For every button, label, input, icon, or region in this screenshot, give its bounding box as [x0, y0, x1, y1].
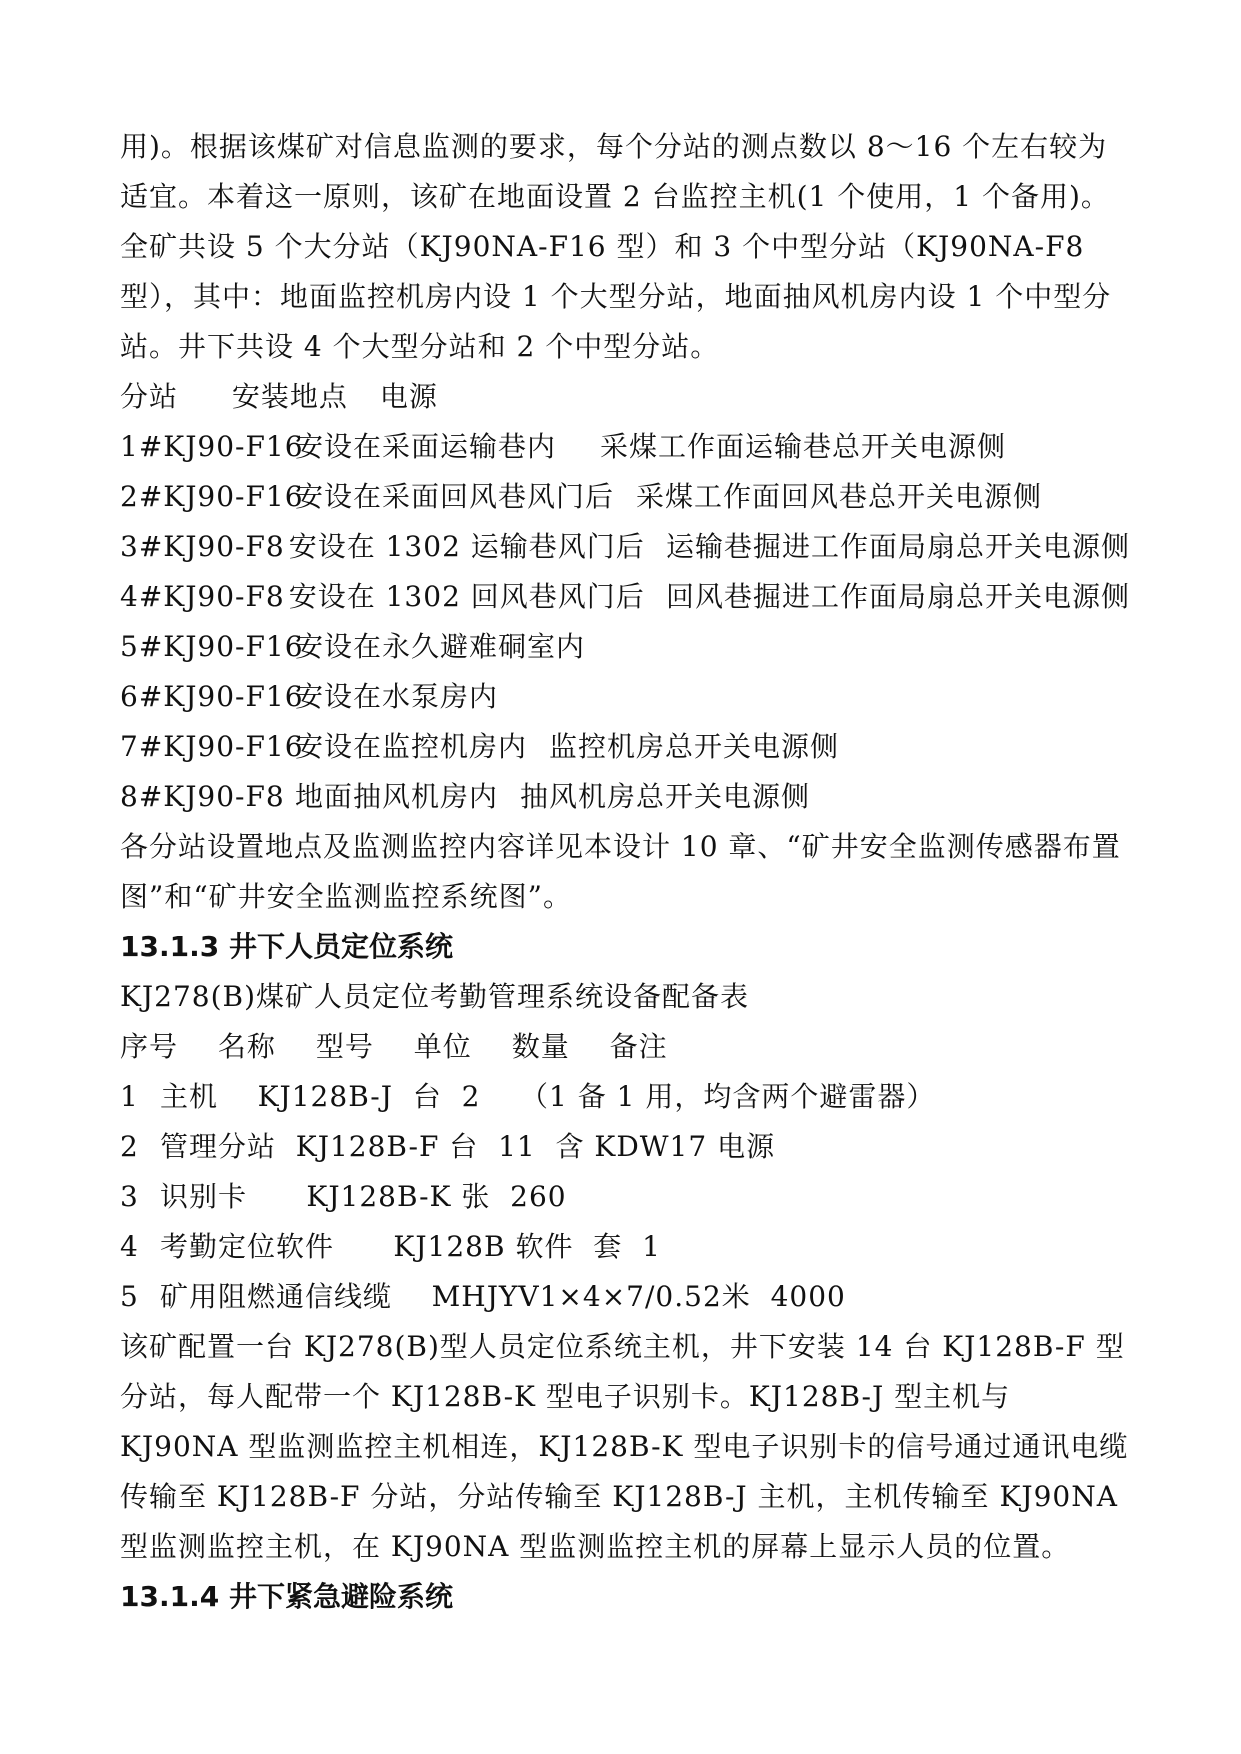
substation-power: 抽风机房总开关电源侧	[520, 780, 811, 813]
substation-id: 7#KJ90-F16	[120, 730, 304, 763]
paragraph-monitoring-intro: 用)。根据该煤矿对信息监测的要求，每个分站的测点数以 8～16 个左右较为适宜。本着这一原则，该矿在地面设置 2 台监控主机(1 个使用，1 个备用)。全矿共设 5 个大分站（KJ90NA-F16 型）和 3 个中型分站（KJ90NA-F8 型），其中：地面监控机房内设 1 个大型分站，地面抽风机房内设 1 个中型分站。井下共设 4 个大型分站和 2 个中型分站。	[120, 130, 1112, 363]
substation-location: 安设在 1302 回风巷风门后	[288, 580, 645, 613]
equipment-row	[120, 1172, 1130, 1222]
substation-power: 采煤工作面回风巷总开关电源侧	[636, 480, 1043, 513]
section-heading-13-1-4: 13.1.4 井下紧急避险系统	[120, 1580, 453, 1613]
substation-id: 3#KJ90-F8	[120, 530, 285, 563]
equipment-table-header	[120, 1022, 1130, 1072]
substation-location: 安设在监控机房内	[295, 730, 528, 763]
substation-row	[120, 572, 1130, 622]
header-unit: 单位	[413, 1030, 472, 1063]
substation-location: 安设在水泵房内	[295, 680, 499, 713]
header-name: 名称	[217, 1030, 276, 1063]
equipment-number: 1	[120, 1080, 139, 1113]
substation-table-header	[120, 372, 1130, 422]
substation-row	[120, 472, 1130, 522]
substation-power: 回风巷掘进工作面局扇总开关电源侧	[665, 580, 1130, 613]
substation-id: 2#KJ90-F16	[120, 480, 304, 513]
header-model: 型号	[315, 1030, 374, 1063]
equipment-row	[120, 1072, 1130, 1122]
section-heading-13-1-3: 13.1.3 井下人员定位系统	[120, 930, 453, 963]
substation-row	[120, 672, 1130, 722]
substation-id: 8#KJ90-F8	[120, 780, 285, 813]
equipment-row	[120, 1222, 1130, 1272]
equipment-row	[120, 1272, 1130, 1322]
equipment-details: 考勤定位软件 KJ128B 软件 套 1	[160, 1230, 661, 1263]
substation-row	[120, 622, 1130, 672]
equipment-number: 4	[120, 1230, 139, 1263]
equipment-row	[120, 1122, 1130, 1172]
substation-id: 5#KJ90-F16	[120, 630, 304, 663]
substation-id: 4#KJ90-F8	[120, 580, 285, 613]
paragraph-substation-reference: 各分站设置地点及监测监控内容详见本设计 10 章、“矿井安全监测传感器布置图”和“矿井安全监测监控系统图”。	[120, 830, 1121, 913]
header-remarks: 备注	[609, 1030, 668, 1063]
header-number: 序号	[120, 1030, 179, 1063]
substation-location: 安设在 1302 运输巷风门后	[288, 530, 645, 563]
equipment-number: 2	[120, 1130, 139, 1163]
header-quantity: 数量	[511, 1030, 570, 1063]
substation-id: 1#KJ90-F16	[120, 430, 304, 463]
page-content	[120, 122, 1130, 1622]
substation-row	[120, 522, 1130, 572]
substation-power: 监控机房总开关电源侧	[549, 730, 840, 763]
paragraph-personnel-positioning: 该矿配置一台 KJ278(B)型人员定位系统主机，井下安装 14 台 KJ128B-F 型分站，每人配带一个 KJ128B-K 型电子识别卡。KJ128B-J 型主机与 KJ90NA 型监测监控主机相连，KJ128B-K 型电子识别卡的信号通过通讯电缆传输至 KJ128B-F 分站，分站传输至 KJ128B-J 主机，主机传输至 KJ90NA 型监测监控主机，在 KJ90NA 型监测监控主机的屏幕上显示人员的位置。	[120, 1330, 1129, 1563]
equipment-details: 矿用阻燃通信线缆 MHJYV1×4×7/0.52米 4000	[160, 1280, 846, 1313]
substation-location: 地面抽风机房内	[295, 780, 499, 813]
equipment-table-title: KJ278(B)煤矿人员定位考勤管理系统设备配备表	[120, 980, 750, 1013]
equipment-number: 5	[120, 1280, 139, 1313]
substation-id: 6#KJ90-F16	[120, 680, 304, 713]
equipment-details: 主机 KJ128B-J 台 2 （1 备 1 用，均含两个避雷器）	[160, 1080, 936, 1113]
substation-location: 安设在采面回风巷风门后	[295, 480, 615, 513]
substation-row	[120, 772, 1130, 822]
header-location: 安装地点	[231, 380, 348, 413]
substation-power: 采煤工作面运输巷总开关电源侧	[600, 430, 1007, 463]
header-power: 电源	[379, 380, 438, 413]
equipment-number: 3	[120, 1180, 139, 1213]
substation-location: 安设在采面运输巷内	[295, 430, 557, 463]
header-substation: 分站	[120, 380, 179, 413]
substation-location: 安设在永久避难硐室内	[295, 630, 586, 663]
substation-row	[120, 422, 1130, 472]
equipment-details: 管理分站 KJ128B-F 台 11 含 KDW17 电源	[160, 1130, 776, 1163]
substation-power: 运输巷掘进工作面局扇总开关电源侧	[665, 530, 1130, 563]
equipment-details: 识别卡 KJ128B-K 张 260	[160, 1180, 567, 1213]
substation-row	[120, 722, 1130, 772]
